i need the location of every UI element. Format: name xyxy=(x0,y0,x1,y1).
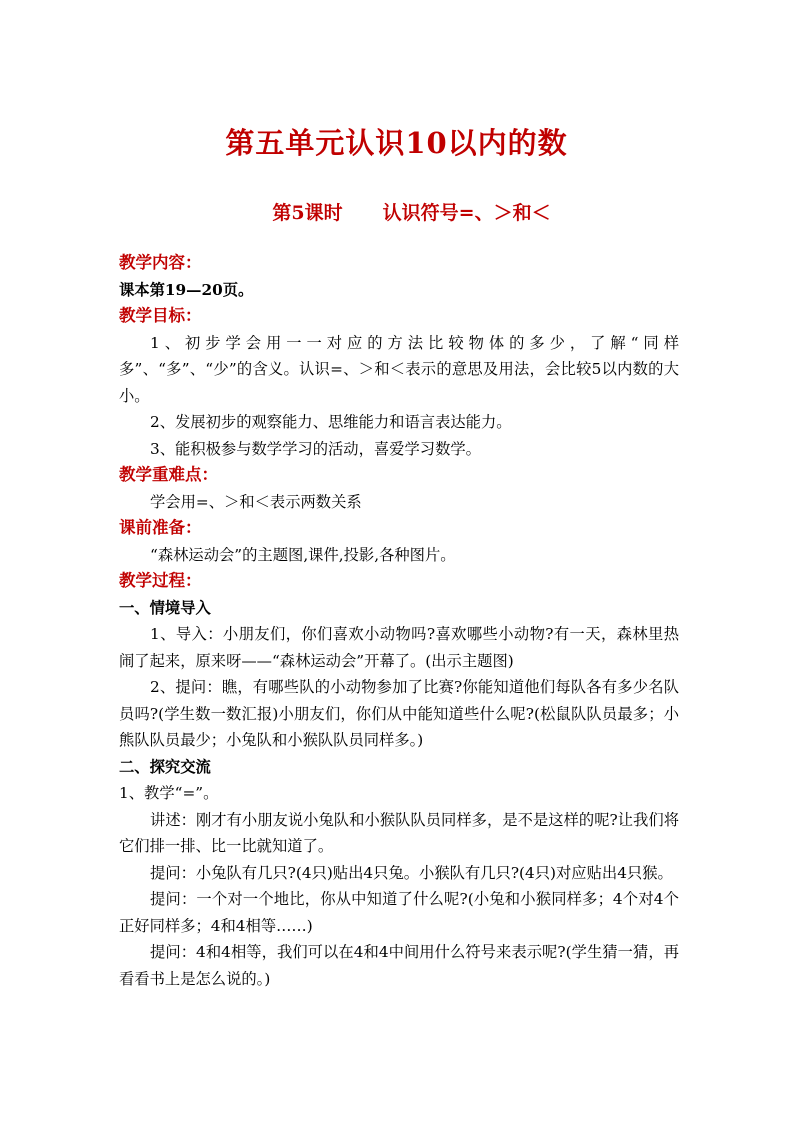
lesson-number: 第5课时 xyxy=(272,202,343,224)
page-title: 第五单元认识10以内的数 xyxy=(225,126,568,160)
section-heading-content: 教学内容： xyxy=(119,253,202,272)
lesson-topic: 认识符号=、＞和＜ xyxy=(382,202,551,224)
part1-paragraph-1: 1、导入：小朋友们，你们喜欢小动物吗?喜欢哪些小动物?有一天，森林里热闹了起来，原来呀——“森林运动会”开幕了。(出示主题图) xyxy=(119,625,679,670)
part2-item-1: 1、教学“=”。 xyxy=(119,784,219,802)
part2-heading: 二、探究交流 xyxy=(119,757,211,776)
key-points-text: 学会用=、＞和＜表示两数关系 xyxy=(150,492,362,511)
part1-heading: 一、情境导入 xyxy=(119,598,211,617)
goal-item-1: 1、初步学会用一一对应的方法比较物体的多少，了解“同样多”、“多”、“少”的含义。认识=、＞和＜表示的意思及用法，会比较5以内数的大小。 xyxy=(119,333,679,405)
section-heading-process: 教学过程： xyxy=(119,571,202,590)
content-text: 课本第19—20页。 xyxy=(119,280,254,299)
document-body xyxy=(119,250,679,992)
part2-paragraph-3: 提问：一个对一个地比，你从中知道了什么呢?(小兔和小猴同样多；4个对4个正好同样多；4和4相等……) xyxy=(119,890,679,935)
page-subtitle xyxy=(0,198,793,228)
section-heading-preparation: 课前准备： xyxy=(119,518,202,537)
part2-paragraph-1: 讲述：刚才有小朋友说小兔队和小猴队队员同样多，是不是这样的呢?让我们将它们排一排、比一比就知道了。 xyxy=(119,810,679,855)
preparation-text: “森林运动会”的主题图,课件,投影,各种图片。 xyxy=(150,545,456,564)
goal-item-3: 3、能积极参与数学学习的活动，喜爱学习数学。 xyxy=(150,439,481,458)
part2-paragraph-2: 提问：小兔队有几只?(4只)贴出4只兔。小猴队有几只?(4只)对应贴出4只猴。 xyxy=(150,863,673,882)
section-heading-key-points: 教学重难点： xyxy=(119,465,218,484)
part2-paragraph-4: 提问：4和4相等，我们可以在4和4中间用什么符号来表示呢?(学生猜一猜，再看看书上是怎么说的。) xyxy=(119,943,679,988)
goal-item-2: 2、发展初步的观察能力、思维能力和语言表达能力。 xyxy=(150,413,512,431)
section-heading-goals: 教学目标： xyxy=(119,306,202,325)
part1-paragraph-2: 2、提问：瞧，有哪些队的小动物参加了比赛?你能知道他们每队各有多少名队员吗?(学生数一数汇报)小朋友们，你们从中能知道些什么呢?(松鼠队队员最多；小熊队队员最少；小兔队和小猴队队员同样多。) xyxy=(119,678,679,749)
